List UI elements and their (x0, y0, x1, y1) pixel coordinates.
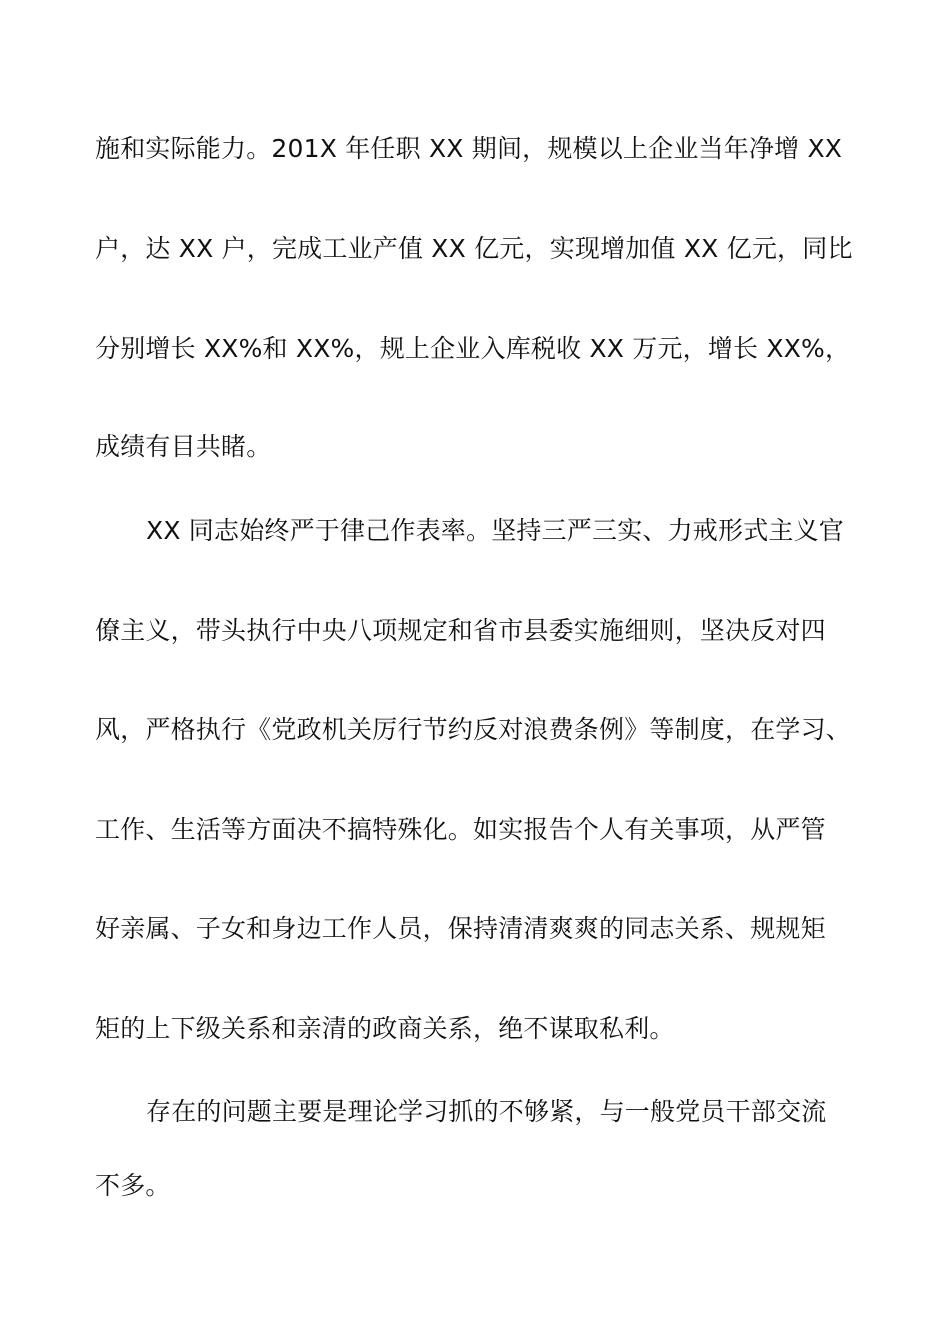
text-line: 矩的上下级关系和亲清的政商关系，绝不谋取私利。 (95, 1014, 675, 1043)
text-line: 成绩有目共睹。 (95, 432, 272, 461)
text-line: 施和实际能力。201X 年任职 XX 期间，规模以上企业当年净增 XX (95, 134, 843, 163)
text-line: 不多。 (95, 1171, 171, 1200)
text-line: 工作、生活等方面决不搞特殊化。如实报告个人有关事项，从严管 (95, 815, 826, 844)
paragraph-start-line: 存在的问题主要是理论学习抓的不够紧，与一般党员干部交流 (146, 1097, 827, 1126)
text-line: 风，严格执行《党政机关厉行节约反对浪费条例》等制度，在学习、 (95, 715, 852, 744)
text-line: 分别增长 XX%和 XX%，规上企业入库税收 XX 万元，增长 XX%， (95, 334, 851, 363)
text-line: 僚主义，带头执行中央八项规定和省市县委实施细则，坚决反对四 (95, 616, 826, 645)
text-line: 户，达 XX 户，完成工业产值 XX 亿元，实现增加值 XX 亿元，同比 (95, 234, 853, 263)
text-line: 好亲属、子女和身边工作人员，保持清清爽爽的同志关系、规规矩 (95, 914, 826, 943)
paragraph-start-line: XX 同志始终严于律己作表率。坚持三严三实、力戒形式主义官 (146, 516, 845, 545)
